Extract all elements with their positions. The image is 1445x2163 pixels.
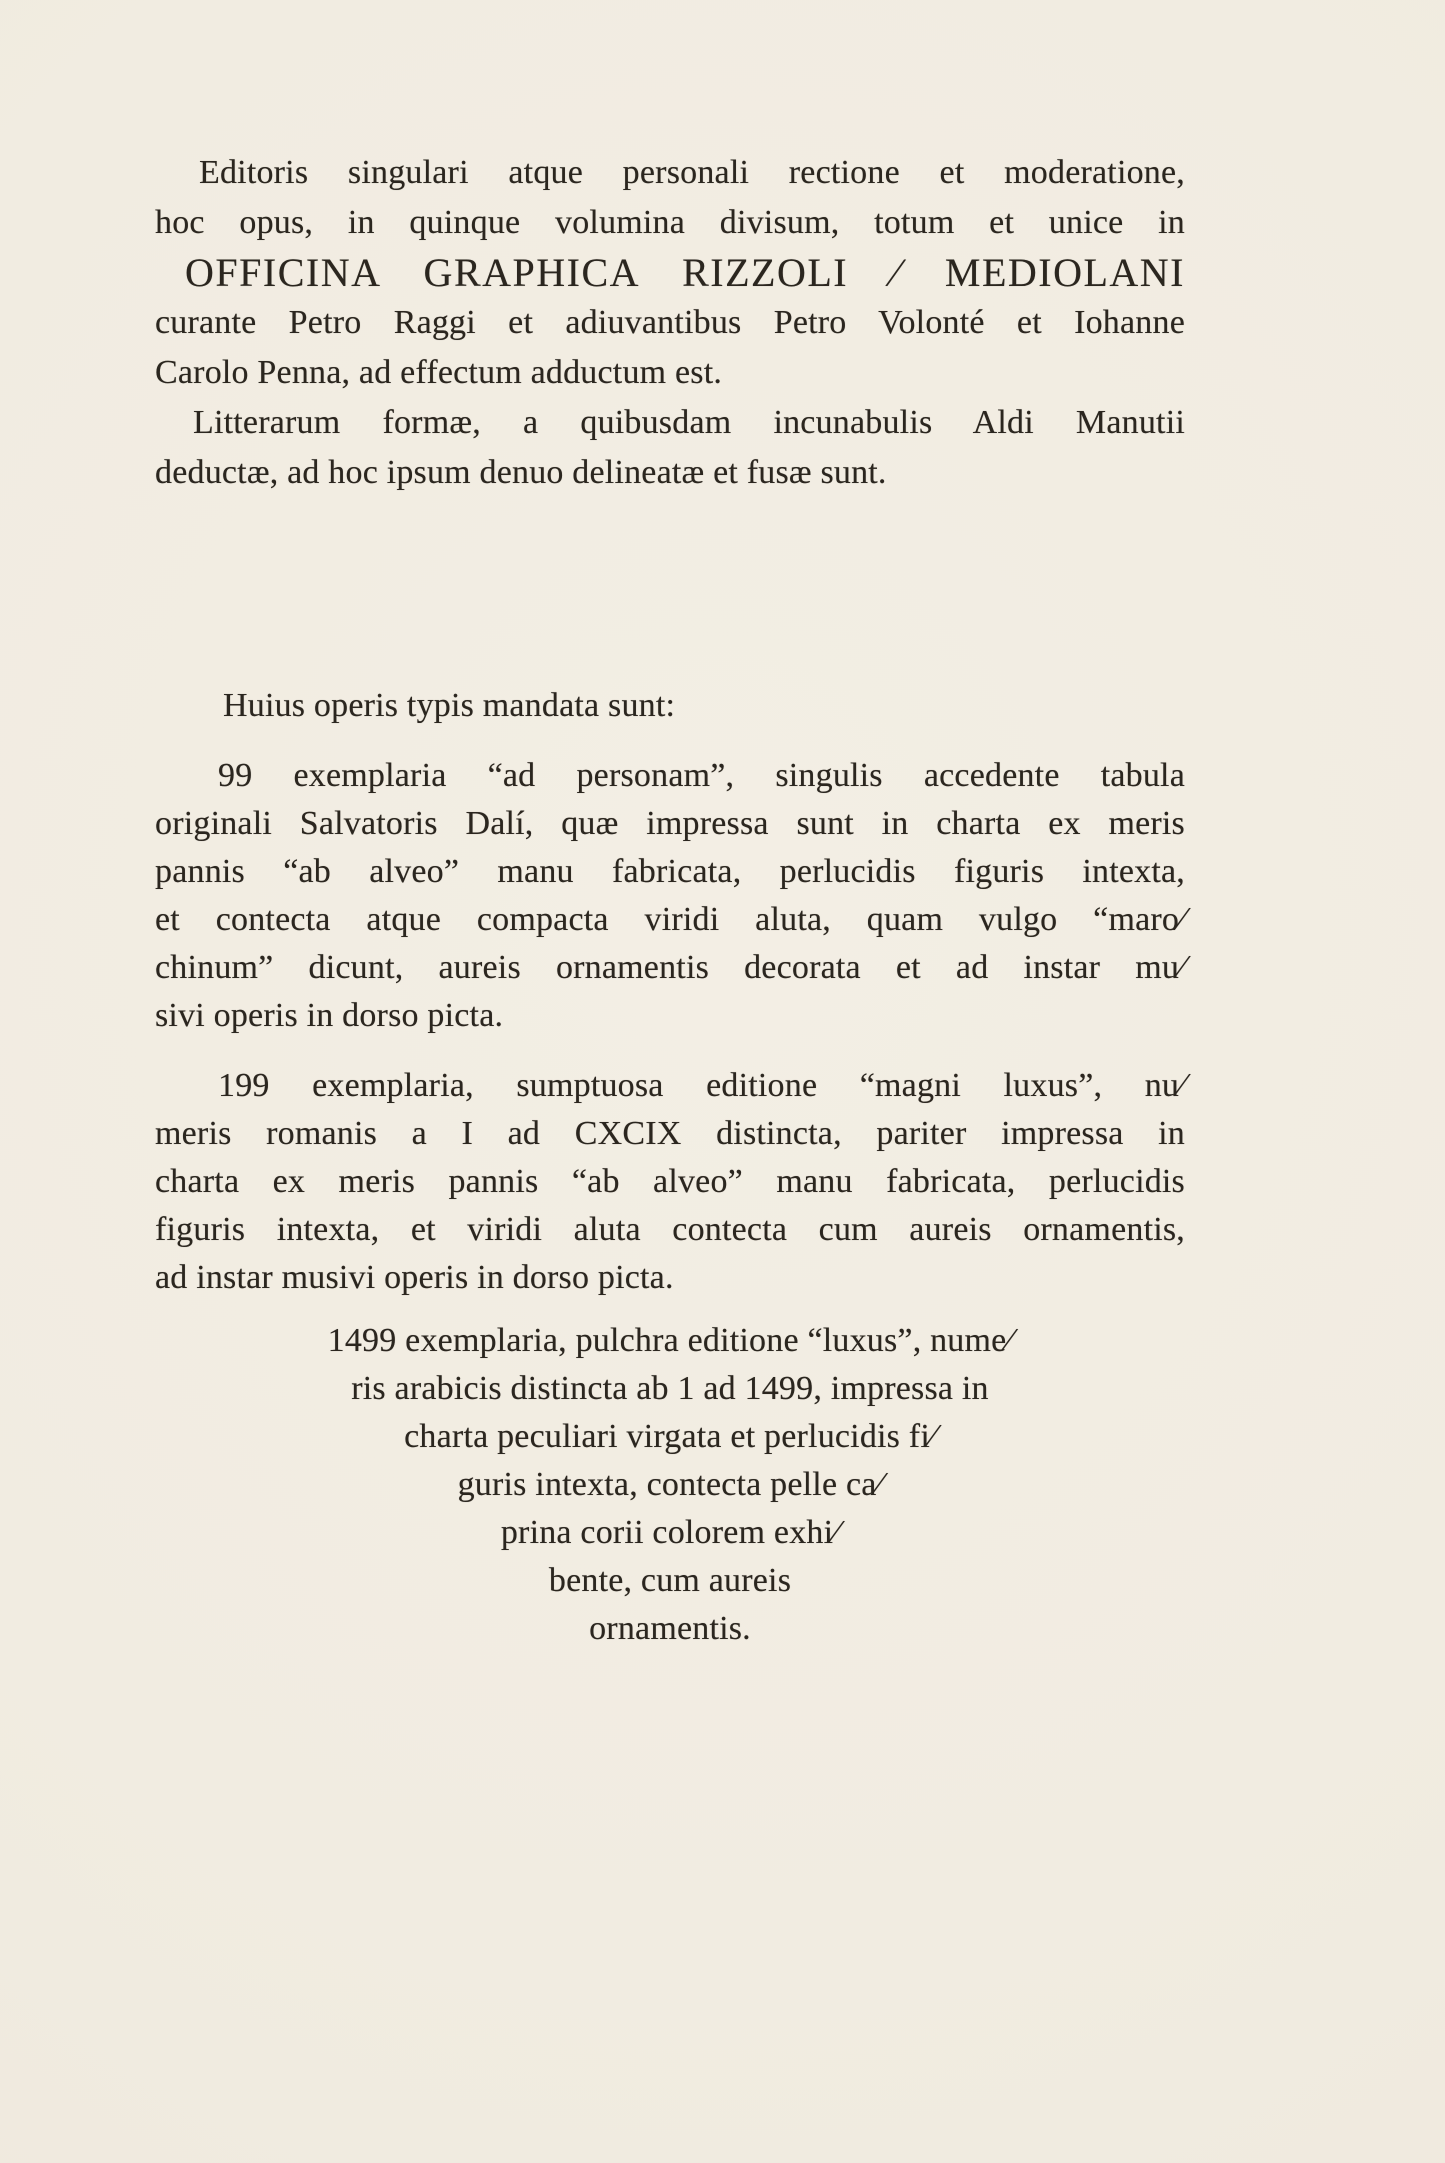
text-line: guris intexta, contecta pelle ca⁄ (457, 1466, 883, 1503)
text-line: hoc opus, in quinque volumina divisum, totum et unice in (155, 204, 1185, 241)
text-line: 1499 exemplaria, pulchra editione “luxus”, nume⁄ (327, 1322, 1013, 1359)
paragraph-edition-production (155, 148, 1185, 398)
text-line: et contecta atque compacta viridi aluta, quam vulgo “maro⁄ (155, 901, 1185, 938)
colophon-text-block (155, 148, 1185, 1653)
text-line: figuris intexta, et viridi aluta contecta cum aureis ornamentis, (155, 1211, 1185, 1248)
text-line: deductæ, ad hoc ipsum denuo delineatæ et fusæ sunt. (155, 454, 887, 491)
text-line: Litterarum formæ, a quibusdam incunabulis Aldi Manutii (193, 404, 1185, 441)
text-line: prina corii colorem exhi⁄ (500, 1514, 840, 1551)
text-line: bente, cum aureis (548, 1562, 792, 1599)
text-line: ad instar musivi operis in dorso picta. (155, 1259, 674, 1296)
paragraph-199-copies (155, 1062, 1185, 1302)
text-line-officina-caps: OFFICINA GRAPHICA RIZZOLI ⁄ MEDIOLANI (185, 250, 1185, 295)
paragraph-1499-copies (155, 1317, 1185, 1653)
text-line: pannis “ab alveo” manu fabricata, perlucidis figuris intexta, (155, 853, 1185, 890)
text-line: originali Salvatoris Dalí, quæ impressa sunt in charta ex meris (155, 805, 1185, 842)
text-line: ris arabicis distincta ab 1 ad 1499, impressa in (351, 1370, 989, 1407)
text-line: ornamentis. (589, 1610, 751, 1647)
paragraph-typefaces (155, 398, 1185, 498)
text-line: charta peculiari virgata et perlucidis fi⁄ (404, 1418, 936, 1455)
print-run-heading: Huius operis typis mandata sunt: (223, 687, 676, 724)
section-heading-print-run (155, 682, 1185, 730)
paragraph-99-copies (155, 752, 1185, 1040)
text-line: curante Petro Raggi et adiuvantibus Petro Volonté et Iohanne (155, 304, 1185, 341)
text-line: meris romanis a I ad CXCIX distincta, pariter impressa in (155, 1115, 1185, 1152)
text-line: Editoris singulari atque personali rectione et moderatione, (199, 154, 1185, 191)
text-line: 99 exemplaria “ad personam”, singulis accedente tabula (218, 757, 1185, 794)
text-line: charta ex meris pannis “ab alveo” manu fabricata, perlucidis (155, 1163, 1185, 1200)
text-line: sivi operis in dorso picta. (155, 997, 504, 1034)
text-line: chinum” dicunt, aureis ornamentis decorata et ad instar mu⁄ (155, 949, 1185, 986)
text-line: Carolo Penna, ad effectum adductum est. (155, 354, 723, 391)
text-line: 199 exemplaria, sumptuosa editione “magni luxus”, nu⁄ (218, 1067, 1185, 1104)
